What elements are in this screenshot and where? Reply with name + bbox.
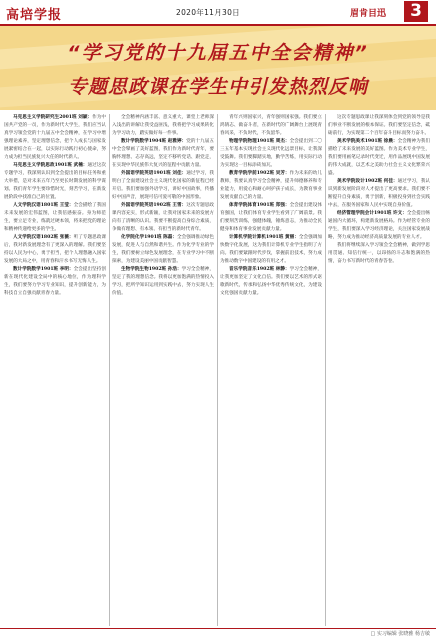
paragraph-lead: 计算机学院计算机1901班 黄丽： xyxy=(229,235,299,240)
article-paragraph xyxy=(4,202,106,234)
article-paragraph xyxy=(112,234,214,266)
paragraph-lead: 人文学院汉语1801班 王莹： xyxy=(13,203,74,208)
paragraph-text: 通过学习，我认识到新发展阶段对人才提出了更高要求。我们要不断提升自身素质，勇于创新，积极投身到社会实践中去，在服务国家和人民中实现自身价值。 xyxy=(328,179,430,208)
paragraph-lead: 外国语学院英语1901班 刘佳： xyxy=(121,171,187,176)
paragraph-text: 全会精神内涵丰富、意义重大，课堂上老师深入浅出的讲解让我受益匪浅，我将把学习成果转化为学习动力，踏实做好每一件事。 xyxy=(112,115,214,136)
article-paragraph xyxy=(328,242,430,266)
paragraph-text: 我们将继续深入学习领会全会精神，做到学思用贯通、知信行统一，以昂扬的斗志和饱满的热情，奋力书写新时代的青春答卷。 xyxy=(328,243,430,264)
headline-banner xyxy=(0,26,436,110)
article-paragraph xyxy=(328,178,430,210)
column-divider xyxy=(109,114,110,626)
issue-date: 2020年11月30日 xyxy=(176,8,240,17)
section-name: 眉肯目迅 xyxy=(350,9,387,19)
newspaper-name: 高培学报 xyxy=(6,8,63,23)
article-paragraph xyxy=(4,234,106,266)
paragraph-lead: 经济管理学院会计1901班 许文： xyxy=(337,211,407,216)
article-column-4 xyxy=(328,114,430,626)
article-paragraph xyxy=(112,114,214,138)
paragraph-text: 这次专题思政课让我深刻体会到党的领导是我们事业不断发展的根本保证。我们要坚定信念，砥砺前行，为实现第二个百年奋斗目标而努力奋斗。 xyxy=(328,115,430,136)
paragraph-text: 听了专题思政课后，我对新发展理念有了更深入的理解。我们要坚持以人民为中心，勇于担当，把个人理想融入国家发展的大局之中，用青春和汗水书写无悔人生。 xyxy=(4,235,106,264)
article-paragraph xyxy=(328,138,430,178)
article-paragraph xyxy=(220,234,322,266)
article-column-1 xyxy=(4,114,106,626)
paragraph-text: 学习全会精神，让我更加坚定了文化自信。我们要以艺术的形式讴歌新时代，传承和弘扬中华优秀传统文化，为建设文化强国贡献力量。 xyxy=(220,267,322,296)
headline-line-2: 专题思政课在学生中引发热烈反响 xyxy=(67,76,368,98)
paragraph-lead: 美术学院设计1902班 何佳： xyxy=(337,179,398,184)
paragraph-lead: 数计学院数学1901班 李明： xyxy=(13,267,74,272)
paragraph-text: 青年兴则国家兴，青年强则国家强。我们要立鸿鹄志、做奋斗者，在新时代的广阔舞台上展现青春风采，不负时代，不负韶华。 xyxy=(220,115,322,136)
paragraph-text: 作为未来的幼儿教师，我要认真学习全会精神，提升师德修养和专业能力，用爱心和耐心呵护孩子成长，为教育事业发展贡献自己的力量。 xyxy=(220,171,322,200)
article-paragraph xyxy=(220,138,322,170)
paragraph-lead: 马克思主义学院思政1901班 武楠： xyxy=(13,163,88,168)
paragraph-text: 这次专题思政课内容充实，形式新颖，让我对国家未来的发展方向有了清晰的认识。我要不断提高自身综合素质，争做有理想、有本领、有担当的新时代青年。 xyxy=(112,203,214,232)
paragraph-lead: 化学院化学1901班 陈磊： xyxy=(121,235,178,240)
article-paragraph xyxy=(220,114,322,138)
paragraph-lead: 教育学院学前1902班 吴芳： xyxy=(229,171,290,176)
paragraph-text: 作为中国共产党的一员，作为新时代大学生，我们应当认真学习领会党的十九届五中全会精神，在学习中增强理论素养，坚定理想信念，把个人成长与国家发展紧密结合在一起，以实际行动践行初心使命，努力成为担当民族复兴大任的时代新人。 xyxy=(4,115,106,160)
article-paragraph xyxy=(220,266,322,298)
article-column-3 xyxy=(220,114,322,626)
footer-rule xyxy=(0,628,436,629)
article-paragraph xyxy=(112,202,214,234)
paragraph-text: 全会提出畅通国内大循环，构建新发展格局。作为经管专业的学生，我们要深入学习经济理论，关注国家发展战略，努力成为推动经济高质量发展的专业人才。 xyxy=(328,211,430,240)
paragraph-lead: 物理学院物理1901班 周杰： xyxy=(229,139,290,144)
article-column-2 xyxy=(112,114,214,626)
headline-line-1: “学习党的十九届五中全会精神” xyxy=(67,42,369,64)
paragraph-lead: 生物学院生物1902班 孙浩： xyxy=(121,267,182,272)
column-divider xyxy=(325,114,326,626)
paragraph-text: 全会精神为我们描绘了未来发展的美好蓝图。作为美术专业学生，我们要用画笔记录时代变迁，用作品展现中国发展的伟大成就，以艺术之美助力社会主义文化繁荣兴盛。 xyxy=(328,139,430,176)
article-paragraph xyxy=(4,114,106,162)
paragraph-lead: 马克思主义学院研究生2001班 刘颖： xyxy=(13,115,93,120)
paragraph-text: 学习全会精神，坚定了我的理想信念。我将以更加饱满的热情投入学习，把所学知识运用到实践中去，努力实现人生价值。 xyxy=(112,267,214,296)
article-paragraph xyxy=(328,114,430,138)
article-paragraph xyxy=(328,210,430,242)
paragraph-lead: 外国语学院英语1902班 王雪： xyxy=(121,203,187,208)
paragraph-text: 通过这次专题学习，我深刻认识到全会提出的目标任务和重大举措，是对未来五年乃至更长时期发展的科学谋划。我们青年学生要珍惜时光，刻苦学习，在新发展阶段中找准自己的位置。 xyxy=(4,163,106,200)
paragraph-text: 全会强调推动绿色发展，促进人与自然和谐共生。作为化学专业的学生，我们要树立绿色发展理念，在专业学习中不断探索，为建设美丽中国贡献智慧。 xyxy=(112,235,214,264)
page-number: 3 xyxy=(404,1,428,22)
article-paragraph xyxy=(220,170,322,202)
paragraph-lead: 数计学院数学1904班 赵雅婷： xyxy=(121,139,187,144)
paragraph-text: 全会提出坚持创新在现代化建设全局中的核心地位，作为理科学生，我们要努力学习专业知识，提升创新能力，为科技自立自强贡献青春力量。 xyxy=(4,267,106,296)
article-paragraph xyxy=(220,202,322,234)
paragraph-text: 全会强调加快数字化发展，这为我们计算机专业学生指明了方向。我们要紧跟时代步伐，掌握前沿技术，努力成为推动数字中国建设的有用之才。 xyxy=(220,235,322,264)
article-paragraph xyxy=(4,266,106,298)
masthead xyxy=(0,0,436,24)
article-paragraph xyxy=(112,138,214,170)
paragraph-lead: 人文学院汉语1802班 张薇： xyxy=(13,235,74,240)
page-footer xyxy=(0,628,436,640)
paragraph-lead: 美术学院美术1901班 徐晨： xyxy=(337,139,398,144)
paragraph-lead: 体育学院体育1901班 郑强： xyxy=(229,203,290,208)
article-columns xyxy=(4,114,432,626)
article-paragraph xyxy=(4,162,106,202)
paragraph-text: 全会描绘了我国未来发展的宏伟蓝图，让我倍感振奋。身为师范生，要立足专业，练就过硬本领，将来把党的理论和精神传递给更多的学生。 xyxy=(4,203,106,232)
article-paragraph xyxy=(112,170,214,202)
article-paragraph xyxy=(112,266,214,298)
paragraph-lead: 音乐学院音乐1902班 林静： xyxy=(229,267,290,272)
paragraph-text: 党的十九届五中全会擘画了美好蓝图，我们作为新时代青年，要胸怀理想、志存高远，坚定不移听党话、跟党走，在实现中华民族伟大复兴的征程中贡献力量。 xyxy=(112,139,214,168)
paragraph-text: 全会提出建设体育强国，让我们体育专业学生看到了广阔前景。我们要刻苦训练，强健体魄，锤炼意志，为推动全民健身和体育事业发展贡献力量。 xyxy=(220,203,322,232)
paragraph-text: 通过学习，我明白了全面建设社会主义现代化国家的新征程已经开启。我们要加强外语学习，讲好中国故事，传播好中国声音，展现可信可爱可敬的中国形象。 xyxy=(112,171,214,200)
editor-credit: □ 实习编辑 张晓雅 杨吉敏 xyxy=(370,631,430,637)
column-divider xyxy=(217,114,218,626)
paragraph-text: 全会提出到二〇三五年基本实现社会主义现代化远景目标，让我深受鼓舞。我们要脚踏实地，勤学苦练，用实际行动为实现这一目标添砖加瓦。 xyxy=(220,139,322,168)
